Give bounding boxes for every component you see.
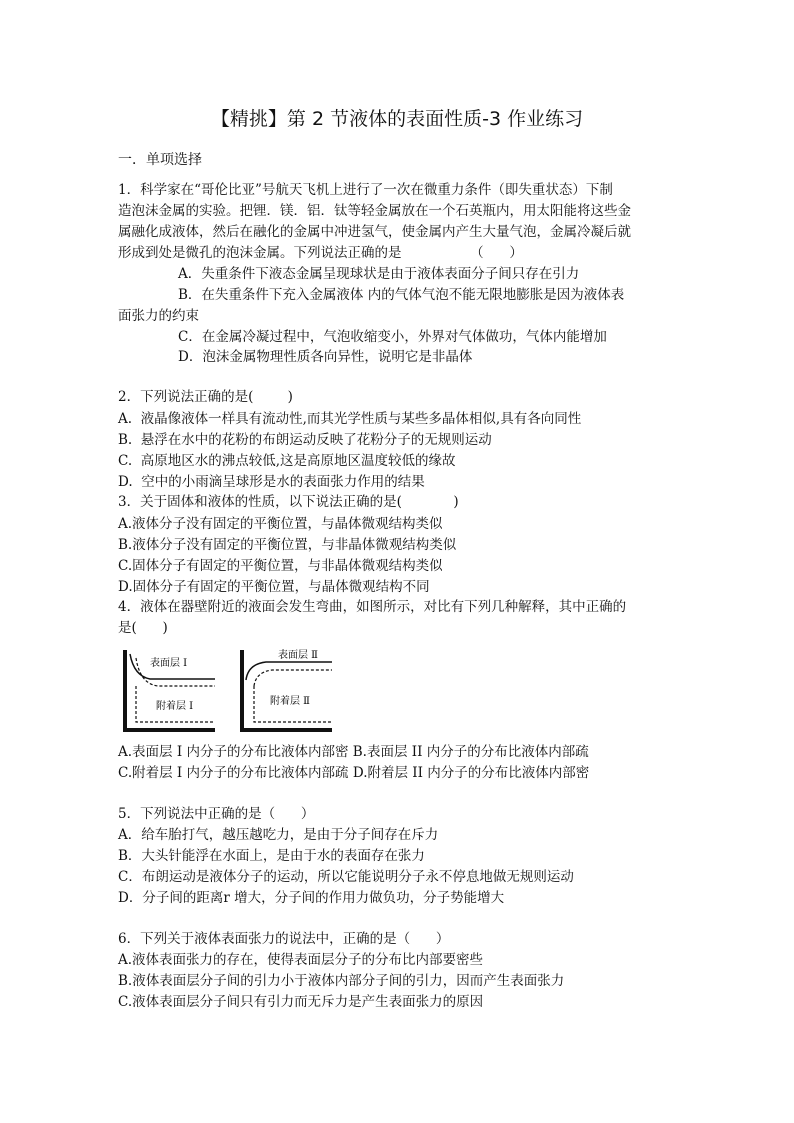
q1-stem-line: 属融化成液体，然后在融化的金属中冲进氢气，使金属内产生大量气泡，金属冷凝后就 xyxy=(118,224,631,240)
q5-option-b: B．大头针能浮在水面上，是由于水的表面存在张力 xyxy=(118,848,425,864)
liquid-surface-figure xyxy=(120,646,340,742)
q2-option-d: D. 空中的小雨滴呈球形是水的表面张力作用的结果 xyxy=(118,474,425,490)
surface-layer-i-label: 表面层 Ⅰ xyxy=(150,658,188,669)
q6-option-c: C.液体表面层分子间只有引力而无斥力是产生表面张力的原因 xyxy=(118,994,484,1010)
q1-option-d: D．泡沫金属物理性质各向异性，说明它是非晶体 xyxy=(178,349,473,365)
attach-layer-ii-label: 附着层 Ⅱ xyxy=(270,696,310,707)
q3-option-d: D.固体分子有固定的平衡位置，与晶体微观结构不同 xyxy=(118,579,430,595)
q2-option-a: A. 液晶像液体一样具有流动性,而其光学性质与某些多晶体相似,具有各向同性 xyxy=(118,411,582,427)
q3-option-c: C.固体分子有固定的平衡位置，与非晶体微观结构类似 xyxy=(118,558,443,574)
q2-option-b: B. 悬浮在水中的花粉的布朗运动反映了花粉分子的无规则运动 xyxy=(118,432,492,448)
q1-option-a: A．失重条件下液态金属呈现球状是由于液体表面分子间只存在引力 xyxy=(178,266,580,282)
container-ii xyxy=(242,650,332,730)
surface-layer-ii-label: 表面层 Ⅱ xyxy=(278,650,318,661)
q4-options-ab: A.表面层 I 内分子的分布比液体内部密 B.表面层 II 内分子的分布比液体内部疏 xyxy=(118,744,589,760)
q1-stem-line: 1．科学家在“哥伦比亚”号航天飞机上进行了一次在微重力条件（即失重状态）下制 xyxy=(118,182,613,198)
q4-stem-line: 是( ) xyxy=(118,620,168,636)
q5-option-d: D．分子间的距离r 增大，分子间的作用力做负功，分子势能增大 xyxy=(118,890,505,906)
q4-options-cd: C.附着层 I 内分子的分布比液体内部疏 D.附着层 II 内分子的分布比液体内部密 xyxy=(118,765,590,781)
q3-option-b: B.液体分子没有固定的平衡位置，与非晶体微观结构类似 xyxy=(118,537,457,553)
q6-option-a: A.液体表面张力的存在，使得表面层分子的分布比内部要密些 xyxy=(118,952,484,968)
q3-option-a: A.液体分子没有固定的平衡位置，与晶体微观结构类似 xyxy=(118,516,443,532)
q2-stem: 2．下列说法正确的是( ) xyxy=(118,389,293,405)
q1-option-b-cont: 面张力的约束 xyxy=(118,308,199,324)
q5-option-a: A．给车胎打气，越压越吃力，是由于分子间存在斥力 xyxy=(118,827,439,843)
q5-option-c: C．布朗运动是液体分子的运动，所以它能说明分子永不停息地做无规则运动 xyxy=(118,869,574,885)
q1-stem-line: 造泡沫金属的实验。把锂．镁．铝．钛等轻金属放在一个石英瓶内，用太阳能将这些金 xyxy=(118,203,631,219)
attach-layer-i-label: 附着层 Ⅰ xyxy=(156,701,194,712)
q1-stem-line: 形成到处是微孔的泡沫金属。下列说法正确的是 （ ） xyxy=(118,245,523,261)
q6-option-b: B.液体表面层分子间的引力小于液体内部分子间的引力，因而产生表面张力 xyxy=(118,973,565,989)
q5-stem: 5．下列说法中正确的是（ ） xyxy=(118,806,315,822)
section-heading: 一．单项选择 xyxy=(118,152,202,168)
q2-option-c: C. 高原地区水的沸点较低,这是高原地区温度较低的缘故 xyxy=(118,453,456,469)
q1-option-b: B．在失重条件下充入金属液体 内的气体气泡不能无限地膨胀是因为液体表 xyxy=(178,287,625,303)
q1-option-c: C．在金属冷凝过程中，气泡收缩变小，外界对气体做功，气体内能增加 xyxy=(178,329,607,345)
page-title: 【精挑】第 2 节液体的表面性质-3 作业练习 xyxy=(210,108,584,130)
q3-stem: 3．关于固体和液体的性质，以下说法正确的是( ) xyxy=(118,494,459,510)
q4-stem-line: 4．液体在器壁附近的液面会发生弯曲，如图所示，对比有下列几种解释，其中正确的 xyxy=(118,599,627,615)
q6-stem: 6．下列关于液体表面张力的说法中，正确的是（ ） xyxy=(118,931,450,947)
